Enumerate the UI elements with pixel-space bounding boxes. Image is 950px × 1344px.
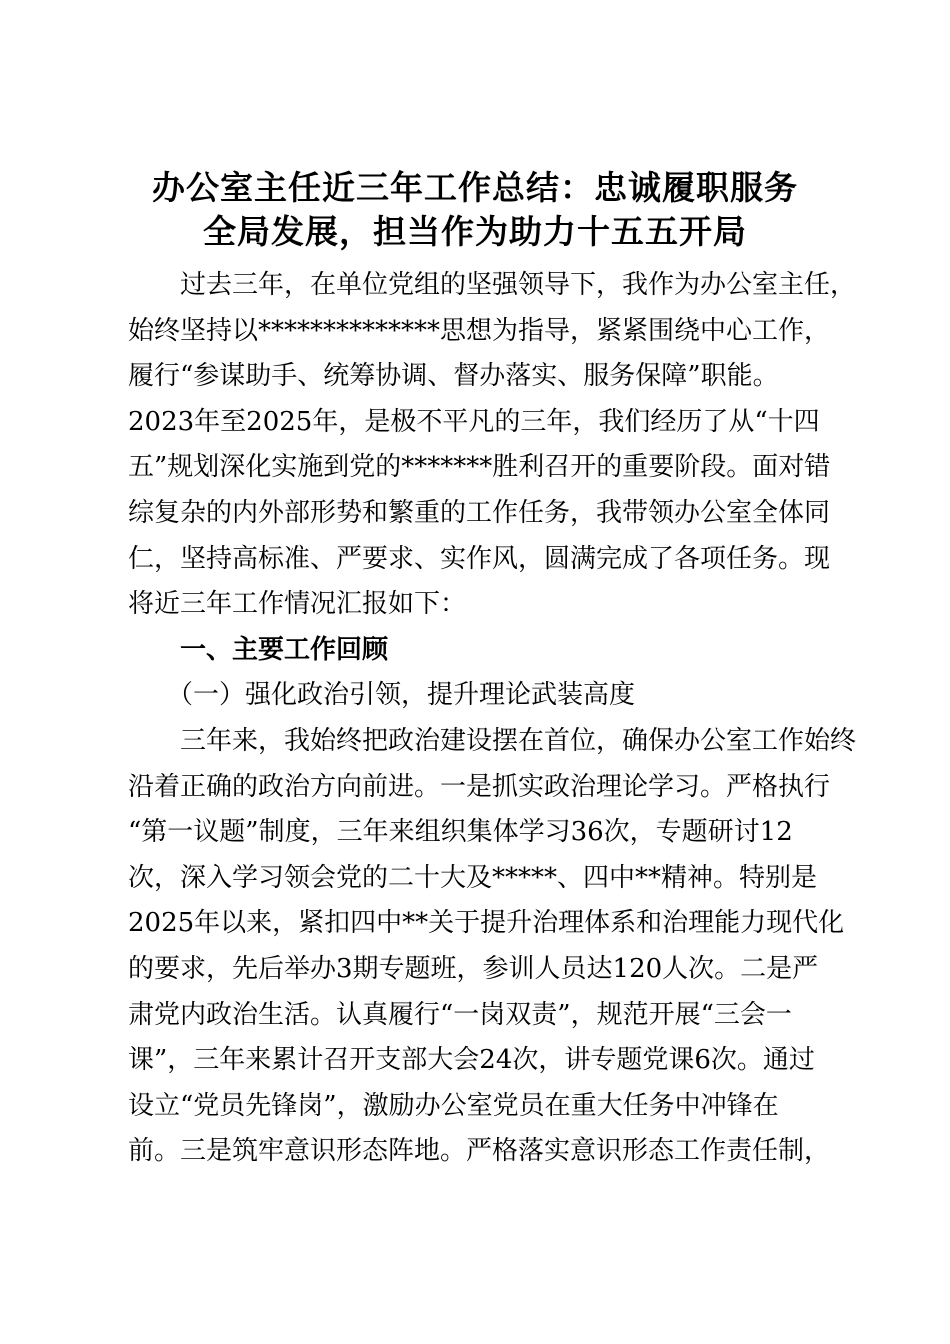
paragraph-line: 设立“党员先锋岗”，激励办公室党员在重大任务中冲锋在 [128, 1090, 779, 1121]
paragraph-line: 次，深入学习领会党的二十大及*****、四中**精神。特别是 [128, 862, 818, 893]
paragraph-line: 的要求，先后举办3期专题班，参训人员达120人次。二是严 [128, 953, 819, 984]
paragraph-line: 过去三年，在单位党组的坚强领导下，我作为办公室主任， [128, 270, 857, 300]
paragraph-line: 肃党内政治生活。认真履行“一岗双责”，规范开展“三会一 [128, 999, 792, 1030]
document-title [110, 166, 840, 254]
paragraph-line: 三年来，我始终把政治建设摆在首位，确保办公室工作始终 [128, 725, 857, 756]
paragraph-line: 始终坚持以**************思想为指导，紧紧围绕中心工作， [128, 315, 831, 346]
paragraph-line: 前。三是筑牢意识形态阵地。严格落实意识形态工作责任制， [128, 1136, 831, 1167]
paragraph-line: “第一议题”制度，三年来组织集体学习36次，专题研讨12 [128, 817, 793, 848]
title-line: 办公室主任近三年工作总结：忠诚履职服务 [152, 168, 798, 207]
paragraph-line: 仁，坚持高标准、严要求、实作风，圆满完成了各项任务。现 [128, 543, 831, 574]
paragraph-line: 五”规划深化实施到党的*******胜利召开的重要阶段。面对错 [128, 452, 831, 483]
paragraph-line: 沿着正确的政治方向前进。一是抓实政治理论学习。严格执行 [128, 771, 831, 802]
subsection-heading: （一）强化政治引领，提升理论武装高度 [128, 680, 636, 711]
paragraph-line: 履行“参谋助手、统筹协调、督办落实、服务保障”职能。 [128, 361, 779, 392]
title-line: 全局发展，担当作为助力十五五开局 [203, 212, 747, 251]
paragraph-line: 2025年以来，紧扣四中**关于提升治理体系和治理能力现代化 [128, 908, 845, 939]
paragraph-line: 综复杂的内外部形势和繁重的工作任务，我带领办公室全体同 [128, 497, 831, 528]
section-heading: 一、主要工作回顾 [128, 634, 389, 665]
paragraph-line: 课”，三年来累计召开支部大会24次，讲专题党课6次。通过 [128, 1045, 815, 1076]
document-body [128, 263, 857, 1175]
paragraph-line: 将近三年工作情况汇报如下： [128, 589, 467, 620]
paragraph-line: 2023年至2025年，是极不平凡的三年，我们经历了从“十四 [128, 406, 820, 437]
